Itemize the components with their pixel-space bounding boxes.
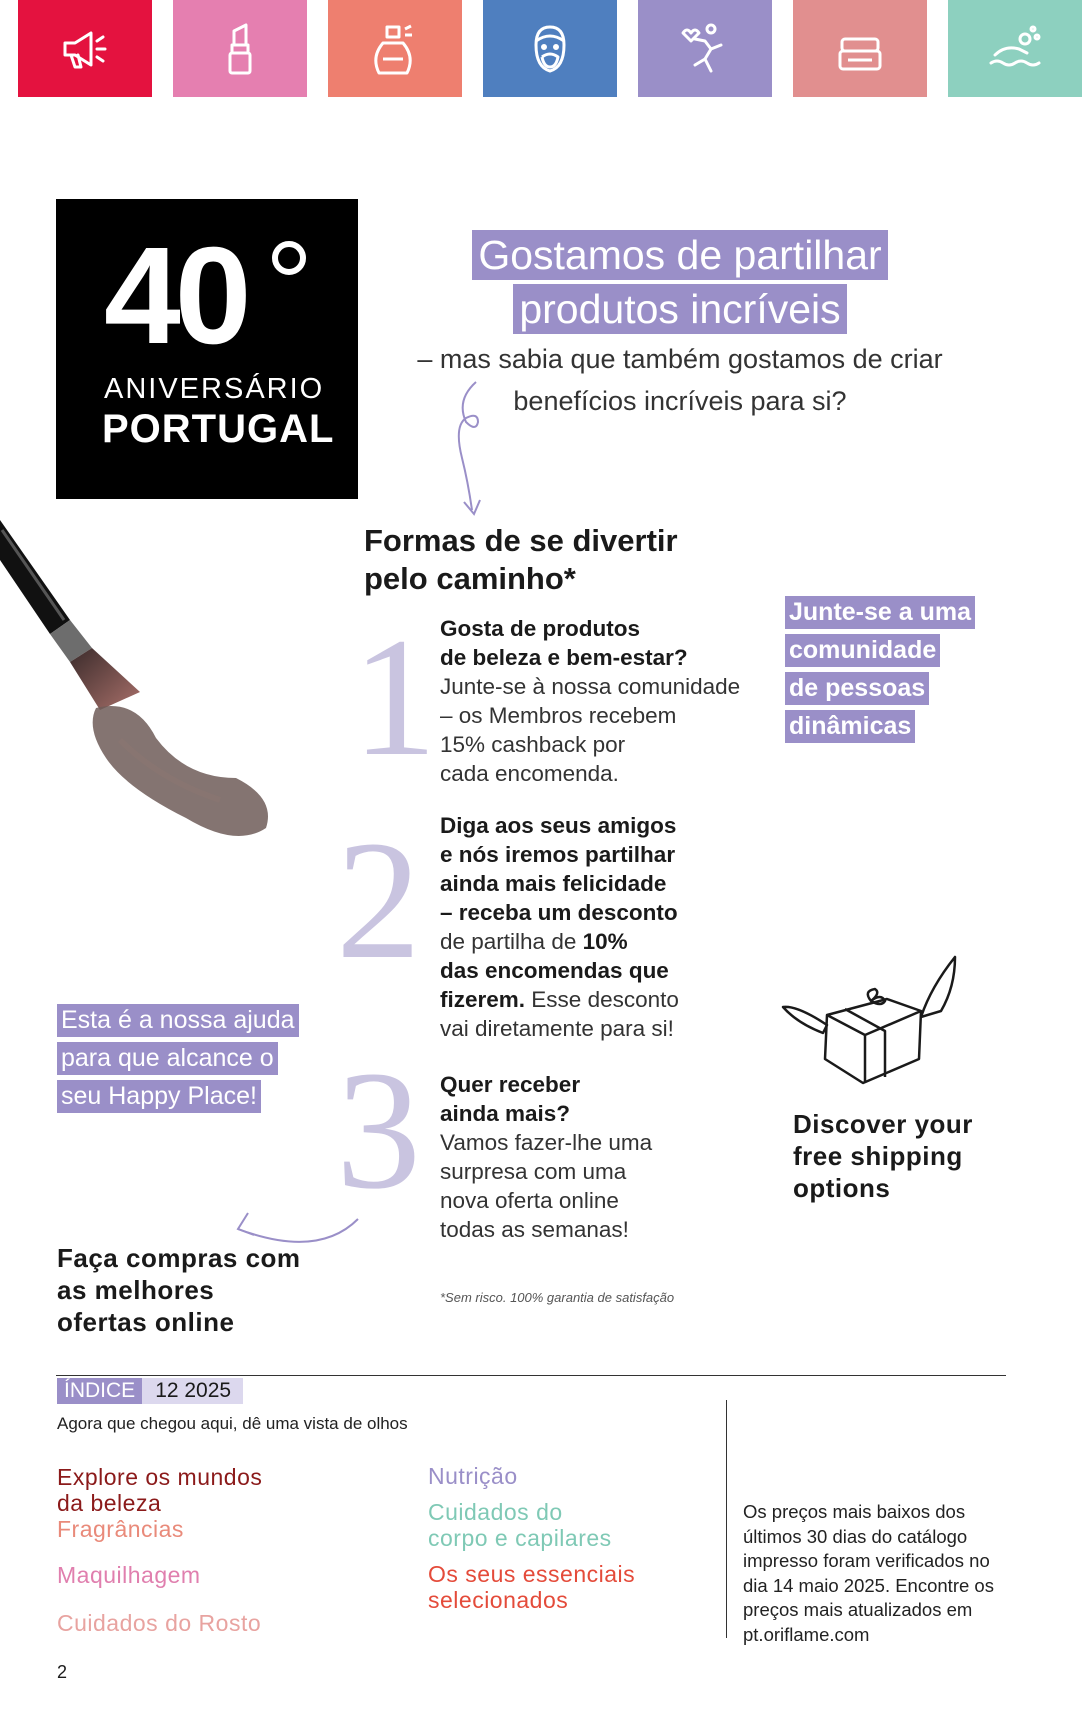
price-note: Os preços mais baixos dos últimos 30 dias do catálogo impresso foram verificados no dia 14 maio 2025. Encontre os preços mais atualizados em pt.oriflame.com (743, 1501, 994, 1645)
index-vertical-divider (726, 1400, 727, 1638)
step2-percent: 10% (582, 929, 628, 954)
degree-symbol (272, 241, 306, 275)
footnote: *Sem risco. 100% garantia de satisfação (440, 1290, 675, 1305)
section-title-line1: Formas de se divertir (364, 523, 678, 558)
step1-text-4: cada encomenda. (440, 761, 619, 786)
headline (380, 230, 980, 338)
help-callout (57, 1004, 299, 1118)
subheadline-line1: – mas sabia que também gostamos de criar (417, 344, 943, 374)
step2-bold-4: – receba um desconto (440, 900, 678, 925)
step1-bold-2: de beleza e bem-estar? (440, 645, 688, 670)
shipping-line-2: free shipping (793, 1141, 963, 1171)
shipping-line-3: options (793, 1173, 891, 1203)
cream-jar-icon (830, 19, 890, 79)
step3-bold-1: Quer receber (440, 1072, 581, 1097)
step1-text-2: – os Membros recebem (440, 703, 677, 728)
perfume-icon (365, 19, 425, 79)
step2-bold-2: e nós iremos partilhar (440, 842, 676, 867)
tile-lipstick[interactable] (173, 0, 307, 97)
lipstick-icon (210, 19, 270, 79)
tile-perfume[interactable] (328, 0, 462, 97)
anniversary-label: ANIVERSÁRIO (104, 373, 325, 405)
step1-bold-1: Gosta de produtos (440, 616, 641, 641)
step2-bold-6: fizerem. (440, 987, 526, 1012)
shipping-callout[interactable] (793, 1108, 973, 1204)
step2-bold-5: das encomendas que (440, 958, 669, 983)
bath-relax-icon (985, 19, 1045, 79)
step-1 (440, 614, 760, 788)
index-label: ÍNDICE (57, 1378, 142, 1404)
page-number: 2 (57, 1662, 68, 1682)
running-person-icon (675, 19, 735, 79)
section-title-line2: pelo caminho* (364, 561, 576, 596)
makeup-brush-illustration (0, 520, 290, 940)
index-link-nutrition[interactable]: Nutrição (428, 1463, 518, 1489)
tile-skincare[interactable] (793, 0, 927, 97)
step3-text-4: todas as semanas! (440, 1217, 629, 1242)
index-issue: 12 2025 (142, 1378, 243, 1404)
step-number-3: 3 (336, 1036, 421, 1224)
subheadline-line2: benefícios incríveis para si? (513, 386, 847, 416)
index-divider (56, 1375, 1006, 1376)
tile-wellness[interactable] (638, 0, 772, 97)
section-title (364, 522, 678, 598)
step-number-2: 2 (336, 806, 421, 994)
anniversary-badge (56, 199, 358, 499)
shopping-callout[interactable] (57, 1242, 301, 1338)
shopping-line-1: Faça compras com (57, 1243, 301, 1273)
anniversary-number: 40 (104, 219, 246, 373)
step2-text-2: Esse desconto (525, 987, 679, 1012)
tile-men[interactable] (483, 0, 617, 97)
headline-line1: Gostamos de partilhar (472, 230, 887, 280)
step3-bold-2: ainda mais? (440, 1101, 571, 1126)
swirl-arrow-icon (440, 378, 510, 518)
shopping-line-2: as melhores (57, 1275, 215, 1305)
step-3 (440, 1070, 760, 1244)
community-line-3: de pessoas (785, 672, 929, 705)
winged-gift-icon (775, 955, 965, 1085)
tile-megaphone[interactable] (18, 0, 152, 97)
megaphone-icon (55, 19, 115, 79)
step3-text-2: surpresa com uma (440, 1159, 627, 1184)
man-face-icon (520, 19, 580, 79)
help-line-2: para que alcance o (57, 1042, 278, 1075)
step2-bold-3: ainda mais felicidade (440, 871, 667, 896)
shopping-line-3: ofertas online (57, 1307, 235, 1337)
step2-text-3: vai diretamente para si! (440, 1016, 674, 1041)
step1-text-3: 15% cashback por (440, 732, 626, 757)
community-callout (785, 596, 975, 748)
community-line-1: Junte-se a uma (785, 596, 975, 629)
step-number-1: 1 (352, 603, 437, 791)
help-line-3: seu Happy Place! (57, 1080, 261, 1113)
step2-text-1: de partilha de (440, 929, 583, 954)
index-link-face-care[interactable]: Cuidados do Rosto (57, 1610, 262, 1636)
community-line-4: dinâmicas (785, 710, 915, 743)
step-2 (440, 811, 760, 1043)
index-link-body-hair[interactable]: Cuidados do corpo e capilares (428, 1499, 612, 1551)
index-link-fragrances[interactable]: Fragrâncias (57, 1516, 184, 1542)
index-link-essentials[interactable]: Os seus essenciais selecionados (428, 1561, 636, 1613)
index-link-makeup[interactable]: Maquilhagem (57, 1562, 201, 1588)
index-intro: Agora que chegou aqui, dê uma vista de olhos (57, 1414, 408, 1433)
headline-line2: produtos incríveis (513, 284, 846, 334)
anniversary-country: PORTUGAL (102, 407, 335, 451)
step3-text-1: Vamos fazer-lhe uma (440, 1130, 653, 1155)
index-link-beauty-worlds[interactable]: Explore os mundos da beleza (57, 1464, 263, 1516)
step2-bold-1: Diga aos seus amigos (440, 813, 677, 838)
tile-bath[interactable] (948, 0, 1082, 97)
help-line-1: Esta é a nossa ajuda (57, 1004, 299, 1037)
step1-text-1: Junte-se à nossa comunidade (440, 674, 741, 699)
community-line-2: comunidade (785, 634, 940, 667)
shipping-line-1: Discover your (793, 1109, 973, 1139)
index-header (57, 1378, 243, 1404)
step3-text-3: nova oferta online (440, 1188, 619, 1213)
